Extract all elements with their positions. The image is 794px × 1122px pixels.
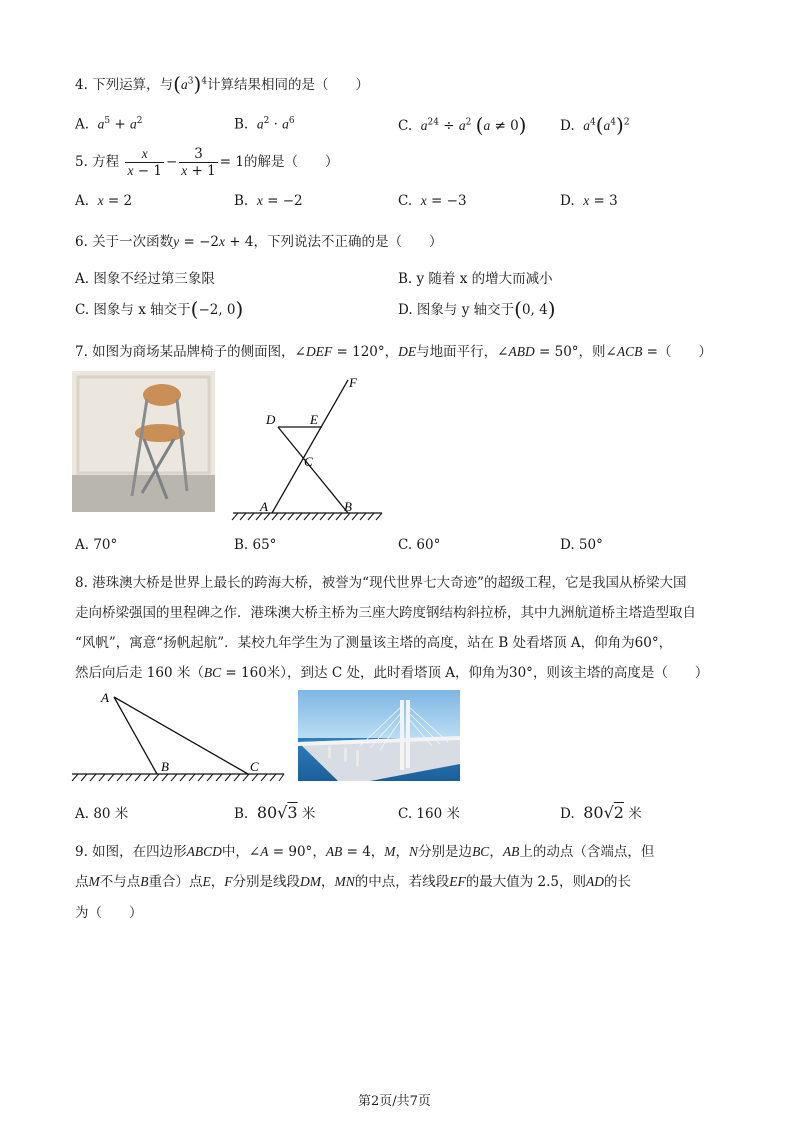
q7-option-c[interactable]: C. 60° <box>398 537 441 553</box>
q9-line-3: 为（ ） <box>75 905 143 921</box>
q5-option-a[interactable]: A. x = 2 <box>75 193 133 209</box>
q6-option-d[interactable]: D. 图象与 y 轴交于(0, 4) <box>398 297 556 321</box>
q4-stem-prefix: 4. 下列运算，与 <box>75 77 174 93</box>
q7-option-a[interactable]: A. 70° <box>75 537 118 553</box>
q5-fraction-1: $\frac{x}{x - 1}$ <box>127 146 162 179</box>
figure-label-b: B <box>344 499 352 514</box>
q8-option-a[interactable]: A. 80 米 <box>75 806 129 822</box>
q9-line-2: 点M不与点B重合）点E，F分别是线段DM，MN的中点，若线段EF的最大值为 2.5，则AD的长 <box>75 874 632 890</box>
figure-label-c: C <box>250 759 259 774</box>
q5-option-d[interactable]: D. x = 3 <box>560 193 618 209</box>
chair-geometry-figure <box>230 372 386 522</box>
q9-line-1: 9. 如图，在四边形ABCD中，∠A = 90°，AB = 4，M，N分别是边BC，AB上的动点（含端点，但 <box>75 844 655 860</box>
q4-stem: 4. 下列运算，与$(a^3)^4$计算结果相同的是（ ） <box>75 72 370 96</box>
bridge-photo <box>298 690 460 781</box>
figure-label-d: D <box>266 412 276 427</box>
q6-option-b[interactable]: B. y 随着 x 的增大而减小 <box>398 271 553 287</box>
q5-option-b[interactable]: B. x = −2 <box>234 193 303 209</box>
figure-label-b: B <box>161 759 169 774</box>
figure-label-a: A <box>260 499 268 514</box>
q7-option-b[interactable]: B. 65° <box>234 537 277 553</box>
q6-option-a[interactable]: A. 图象不经过第三象限 <box>75 271 215 287</box>
q6-stem: 6. 关于一次函数y = −2x + 4，下列说法不正确的是（ ） <box>75 234 443 250</box>
q8-option-b[interactable]: B. 80√3 米 <box>234 803 316 822</box>
q8-line-4: 然后向后走 160 米（BC = 160米），到达 C 处，此时看塔顶 A，仰角为30°，则该主塔的高度是（ ） <box>75 665 709 681</box>
q4-option-b[interactable]: B. $a^2 \cdot a^6$ <box>234 116 295 133</box>
figure-label-a: A <box>101 690 109 705</box>
tower-triangle-figure <box>70 690 286 782</box>
q8-line-1: 8. 港珠澳大桥是世界上最长的跨海大桥，被誉为“现代世界七大奇迹”的超级工程，它是我国从桥梁大国 <box>75 575 687 591</box>
q4-option-c[interactable]: C. $a^{24} \div a^2$ (a ≠ 0) <box>398 113 527 137</box>
figure-label-f: F <box>349 375 357 390</box>
chair-photo <box>72 371 215 512</box>
q6-option-c[interactable]: C. 图象与 x 轴交于(−2, 0) <box>75 297 244 321</box>
q8-line-3: “风帆”，寓意“扬帆起航”．某校九年学生为了测量该主塔的高度，站在 B 处看塔顶 A，仰角为60°， <box>75 635 673 651</box>
q5-option-c[interactable]: C. x = −3 <box>398 193 467 209</box>
q7-option-d[interactable]: D. 50° <box>560 537 603 553</box>
page-number: 第2页/共7页 <box>358 1094 431 1109</box>
figure-label-e: E <box>310 412 318 427</box>
q4-option-d[interactable]: D. $a^4(a^4)^2$ <box>560 113 630 137</box>
q8-option-c[interactable]: C. 160 米 <box>398 806 460 822</box>
q5-fraction-2: $\frac{3}{x + 1}$ <box>181 146 216 179</box>
q7-stem: 7. 如图为商场某品牌椅子的侧面图，∠DEF = 120°，DE与地面平行，∠ABD = 50°，则∠ACB =（ ） <box>75 344 712 360</box>
q5-stem: 5. 方程 $\frac{x}{x - 1}$ − $\frac{3}{x + 1}$ = 1的解是（ ） <box>75 146 339 179</box>
q4-option-a[interactable]: A. $a^5 + a^2$ <box>75 116 143 133</box>
q4-stem-suffix: 计算结果相同的是（ ） <box>207 77 370 93</box>
q8-line-2: 走向桥梁强国的里程碑之作．港珠澳大桥主桥为三座大跨度钢结构斜拉桥，其中九洲航道桥主塔造型取自 <box>75 605 696 621</box>
q8-option-d[interactable]: D. 80√2 米 <box>560 803 642 822</box>
figure-label-c: C <box>304 454 313 469</box>
